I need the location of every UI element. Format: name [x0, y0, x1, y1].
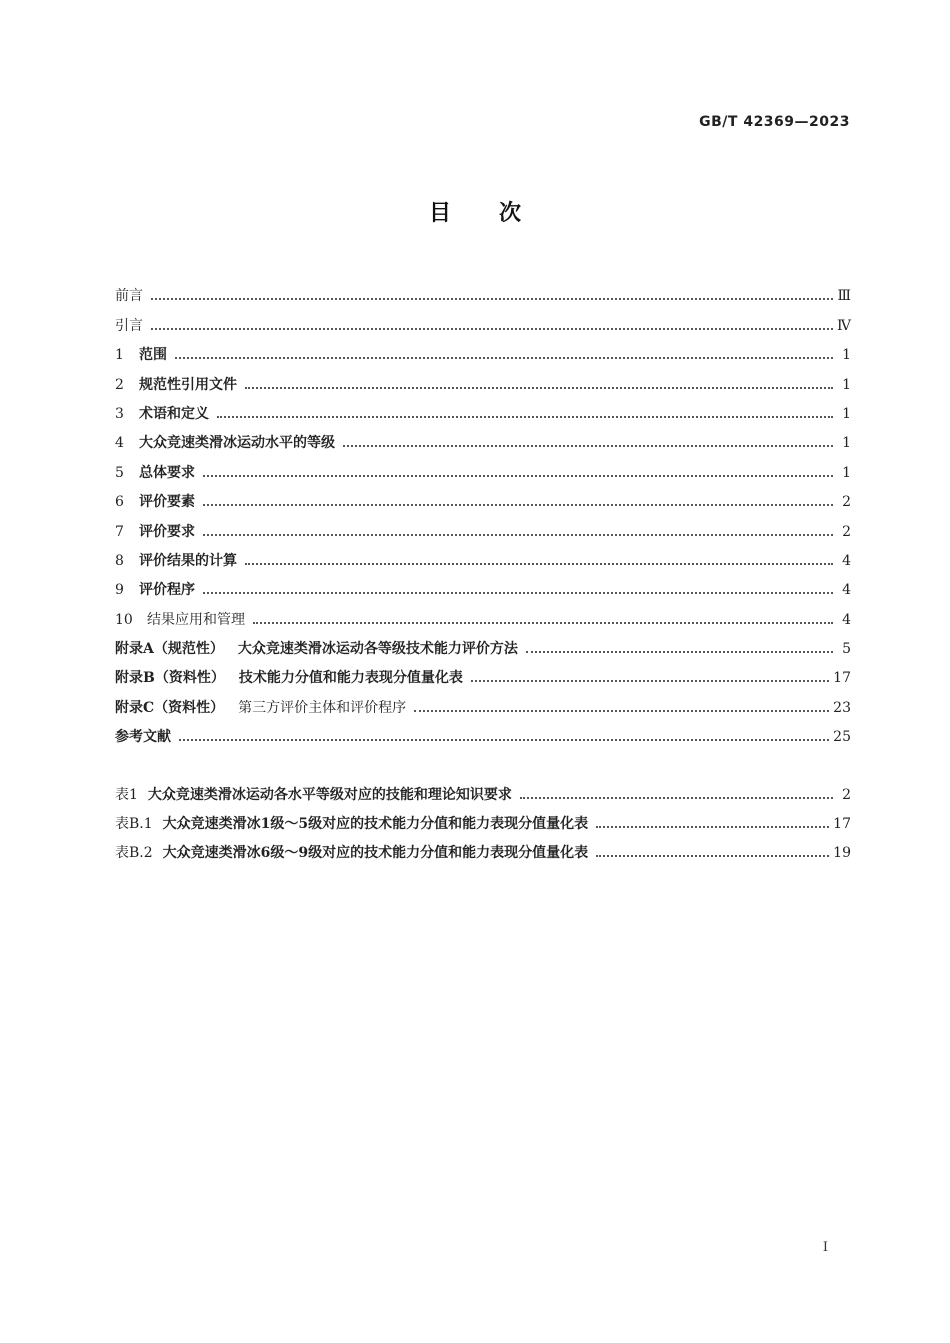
toc-entry-number: 6: [115, 494, 124, 511]
toc-entry-preface[interactable]: [115, 276, 851, 305]
toc-entry-number: 7: [115, 523, 124, 540]
toc-entry-title: 结果应用和管理: [147, 611, 245, 628]
toc-entry-clause-10[interactable]: [115, 599, 851, 628]
toc-entry-title: 前言: [115, 288, 143, 305]
toc-entry-page: 4: [842, 552, 851, 569]
toc-table-number: 表B.2: [115, 845, 153, 862]
dot-leader: [203, 475, 833, 477]
toc-entry-title: 术语和定义: [139, 405, 209, 422]
dot-leader: [471, 680, 829, 682]
toc-entry-title: 总体要求: [139, 464, 195, 481]
toc-table-b1[interactable]: [115, 804, 851, 833]
toc-entry-title: 技术能力分值和能力表现分值量化表: [238, 670, 463, 687]
dot-leader: [245, 563, 833, 565]
toc-entry-page: 2: [842, 494, 851, 511]
toc-table-page: 2: [842, 786, 851, 803]
toc-entry-clause-9[interactable]: [115, 570, 851, 599]
dot-leader: [203, 592, 833, 594]
toc-entry-clause-3[interactable]: [115, 394, 851, 423]
toc-entry-number: 3: [115, 405, 124, 422]
toc-entry-number: 4: [115, 435, 124, 452]
toc-entry-number: 附录C（资料性）: [115, 699, 225, 716]
standard-code: GB/T 42369—2023: [699, 114, 850, 130]
toc-entry-page: 23: [833, 699, 851, 716]
toc-entry-annex-a[interactable]: [115, 629, 851, 658]
toc-entry-clause-6[interactable]: [115, 482, 851, 511]
dot-leader: [203, 534, 833, 536]
dot-leader: [596, 826, 829, 828]
toc-entry-number: 9: [115, 582, 124, 599]
toc-entry-bibliography[interactable]: [115, 717, 851, 746]
dot-leader: [245, 387, 833, 389]
toc-entry-page: 1: [842, 376, 851, 393]
toc-table-b2[interactable]: [115, 833, 851, 862]
toc-entry-page: 1: [842, 405, 851, 422]
toc-table-1[interactable]: [115, 774, 851, 803]
toc-entry-annex-c[interactable]: [115, 687, 851, 716]
dot-leader: [175, 357, 833, 359]
toc-entry-page: 1: [842, 435, 851, 452]
toc-entry-title: 参考文献: [115, 729, 171, 746]
toc-entry-title: 规范性引用文件: [139, 376, 237, 393]
toc-entry-page: 5: [842, 641, 851, 658]
toc-entry-title: 第三方评价主体和评价程序: [238, 699, 407, 716]
dot-leader: [253, 622, 833, 624]
toc-entry-title: 评价要求: [139, 523, 195, 540]
toc-table-title: 大众竞速类滑冰1级～5级对应的技术能力分值和能力表现分值量化表: [162, 816, 589, 833]
toc-entry-number: 8: [115, 552, 124, 569]
toc-entry-page: 25: [833, 729, 851, 746]
toc-entry-clause-7[interactable]: [115, 511, 851, 540]
toc-entry-number: 附录B（资料性）: [115, 670, 225, 687]
toc-entry-number: 2: [115, 376, 124, 393]
dot-leader: [151, 298, 833, 300]
toc-table-number: 表B.1: [115, 816, 153, 833]
toc-entry-clause-1[interactable]: [115, 335, 851, 364]
toc-entry-title: 引言: [115, 317, 143, 334]
dot-leader: [217, 416, 833, 418]
dot-leader: [203, 504, 833, 506]
toc-entry-introduction[interactable]: [115, 305, 851, 334]
dot-leader: [151, 328, 833, 330]
toc-entry-page: 17: [833, 670, 851, 687]
toc-table-page: 17: [833, 816, 851, 833]
toc-entry-title: 范围: [139, 347, 167, 364]
section-gap: [115, 746, 851, 774]
toc-table-title: 大众竞速类滑冰6级～9级对应的技术能力分值和能力表现分值量化表: [162, 845, 589, 862]
toc-entry-page: 2: [842, 523, 851, 540]
toc-table-title: 大众竞速类滑冰运动各水平等级对应的技能和理论知识要求: [147, 786, 512, 803]
toc-entry-annex-b[interactable]: [115, 658, 851, 687]
toc-entry-page: 1: [842, 347, 851, 364]
toc-entry-title: 大众竞速类滑冰运动水平的等级: [139, 435, 335, 452]
toc-title: 目次: [428, 201, 569, 226]
dot-leader: [179, 739, 829, 741]
toc-entry-page: Ⅳ: [837, 317, 851, 334]
dot-leader: [526, 651, 833, 653]
toc-table-page: 19: [833, 845, 851, 862]
toc-entry-title: 大众竞速类滑冰运动各等级技术能力评价方法: [237, 641, 518, 658]
toc-entry-number: 10: [115, 611, 133, 628]
dot-leader: [414, 710, 829, 712]
toc-entry-page: Ⅲ: [837, 288, 851, 305]
table-of-contents: [115, 276, 851, 862]
dot-leader: [596, 855, 829, 857]
toc-entry-number: 附录A（规范性）: [115, 641, 224, 658]
dot-leader: [520, 797, 833, 799]
toc-entry-clause-2[interactable]: [115, 364, 851, 393]
toc-entry-page: 1: [842, 464, 851, 481]
toc-entry-clause-4[interactable]: [115, 423, 851, 452]
page-number: I: [822, 1240, 828, 1255]
toc-entry-page: 4: [842, 582, 851, 599]
toc-entry-title: 评价要素: [139, 494, 195, 511]
toc-entry-clause-8[interactable]: [115, 541, 851, 570]
toc-entry-page: 4: [842, 611, 851, 628]
toc-entry-title: 评价结果的计算: [139, 552, 237, 569]
toc-entry-clause-5[interactable]: [115, 452, 851, 481]
toc-entry-title: 评价程序: [139, 582, 195, 599]
dot-leader: [343, 445, 833, 447]
toc-entry-number: 5: [115, 464, 124, 481]
toc-table-number: 表1: [115, 786, 138, 803]
toc-entry-number: 1: [115, 347, 124, 364]
